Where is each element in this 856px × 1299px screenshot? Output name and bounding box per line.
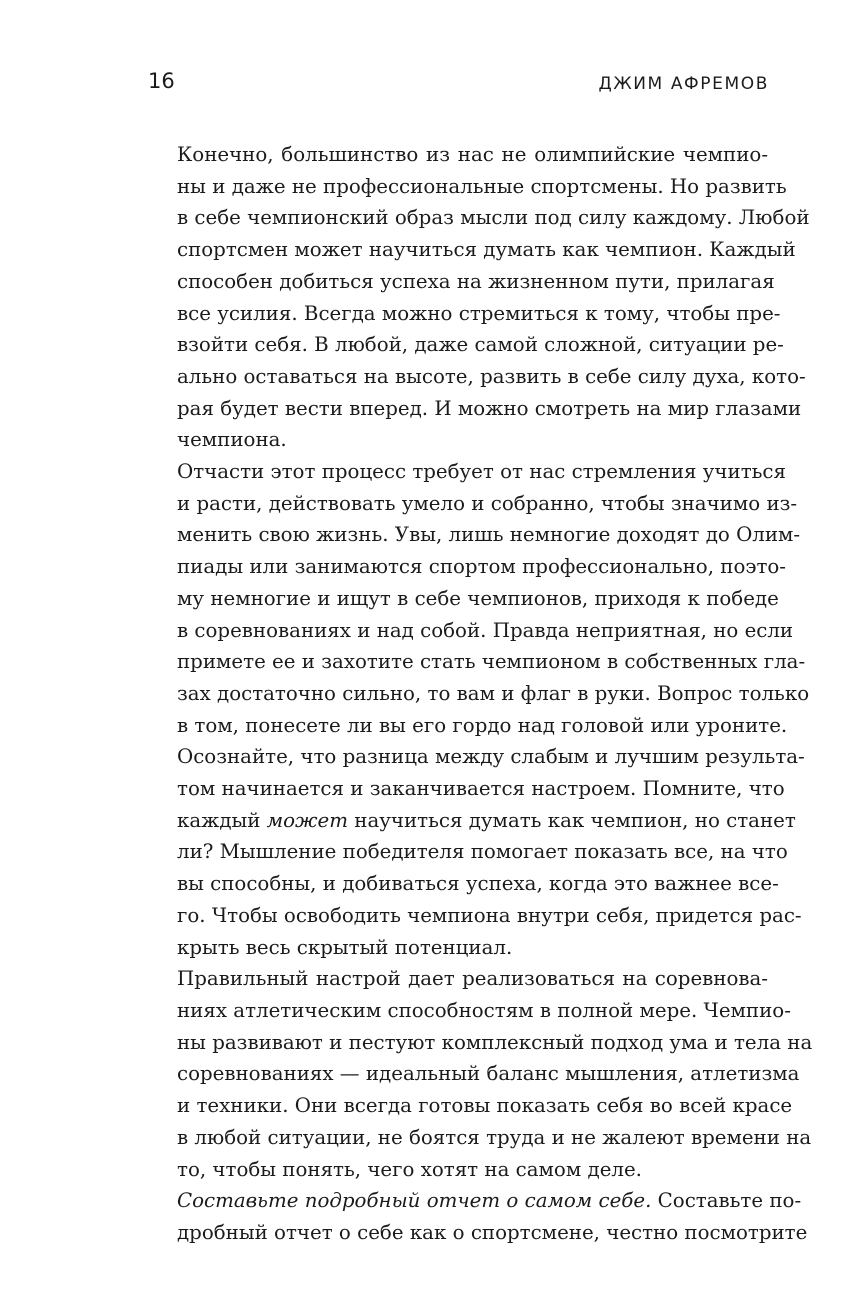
text-line: го. Чтобы освободить чемпиона внутри себя, придется рас-: [177, 903, 802, 927]
text-line: пиады или занимаются спортом профессионально, поэто-: [177, 555, 786, 579]
page-number: 16: [148, 69, 175, 93]
text-line: и расти, действовать умело и собранно, чтобы значимо из-: [177, 491, 798, 515]
text-fragment: каждый: [177, 808, 267, 832]
text-line: примете ее и захотите стать чемпионом в собственных гла-: [177, 650, 806, 674]
text-line-with-heading: [148, 1185, 802, 1217]
text-line: и техники. Они всегда готовы показать себя во всей красе: [177, 1094, 793, 1118]
text-line: взойти себя. В любой, даже самой сложной, ситуации ре-: [177, 333, 784, 357]
text-line: менить свою жизнь. Увы, лишь немногие доходят до Олим-: [177, 523, 801, 547]
text-fragment: Составьте по-: [651, 1189, 802, 1213]
text-line: Конечно, большинство из нас не олимпийские чемпио-: [177, 143, 768, 166]
inline-heading: Составьте подробный отчет о самом себе.: [177, 1189, 652, 1213]
text-line: ны развивают и пестуют комплексный подход ума и тела на: [177, 1030, 813, 1054]
text-line: вы способны, и добиваться успеха, когда это важнее все-: [177, 872, 779, 896]
paragraph-1: [148, 139, 810, 456]
paragraph-2: [148, 456, 810, 963]
body-text: [148, 139, 813, 1249]
text-line: в соревнованиях и над собой. Правда неприятная, но если: [177, 618, 794, 642]
text-line: все усилия. Всегда можно стремиться к тому, чтобы пре-: [177, 301, 781, 325]
text-line: му немногие и ищут в себе чемпионов, приходя к победе: [177, 586, 779, 610]
text-line: рая будет вести вперед. И можно смотреть на мир глазами: [177, 396, 802, 420]
text-line: Отчасти этот процесс требует от нас стремления учиться: [177, 460, 786, 484]
text-line: в себе чемпионский образ мысли под силу каждому. Любой: [177, 206, 810, 230]
text-line: Осознайте, что разница между слабым и лучшим результа-: [177, 745, 805, 769]
paragraph-4: [148, 1185, 808, 1248]
text-line: в любой ситуации, не боятся труда и не жалеют времени на: [177, 1125, 812, 1149]
text-line: чемпиона.: [177, 428, 287, 452]
text-line: способен добиться успеха на жизненном пути, прилагая: [177, 269, 775, 293]
text-line: то, чтобы понять, чего хотят на самом деле.: [177, 1157, 642, 1181]
paragraph-3: [148, 963, 813, 1185]
text-line: ны и даже не профессиональные спортсмены. Но развить: [177, 174, 787, 198]
text-line: ально оставаться на высоте, развить в себе силу духа, кото-: [177, 364, 806, 388]
text-line: крыть весь скрытый потенциал.: [177, 935, 513, 959]
text-line-with-emphasis: [148, 805, 796, 837]
text-line: Правильный настрой дает реализоваться на соревнова-: [177, 967, 768, 991]
text-line: спортсмен может научиться думать как чемпион. Каждый: [177, 238, 796, 262]
text-line: ли? Мышление победителя помогает показать все, на что: [177, 840, 788, 864]
text-fragment: научиться думать как чемпион, но станет: [348, 808, 796, 832]
text-line: зах достаточно сильно, то вам и флаг в руки. Вопрос только: [177, 681, 810, 705]
text-line: дробный отчет о себе как о спортсмене, честно посмотрите: [177, 1220, 808, 1244]
text-line: в том, понесете ли вы его гордо над головой или уроните.: [177, 713, 788, 737]
text-line: ниях атлетическим способностям в полной мере. Чемпио-: [177, 998, 791, 1022]
text-line: соревнованиях — идеальный баланс мышления, атлетизма: [177, 1062, 800, 1086]
emphasis-word: может: [266, 808, 349, 832]
running-head: ДЖИМ АФРЕМОВ: [598, 74, 769, 94]
text-line: том начинается и заканчивается настроем. Помните, что: [177, 777, 785, 801]
